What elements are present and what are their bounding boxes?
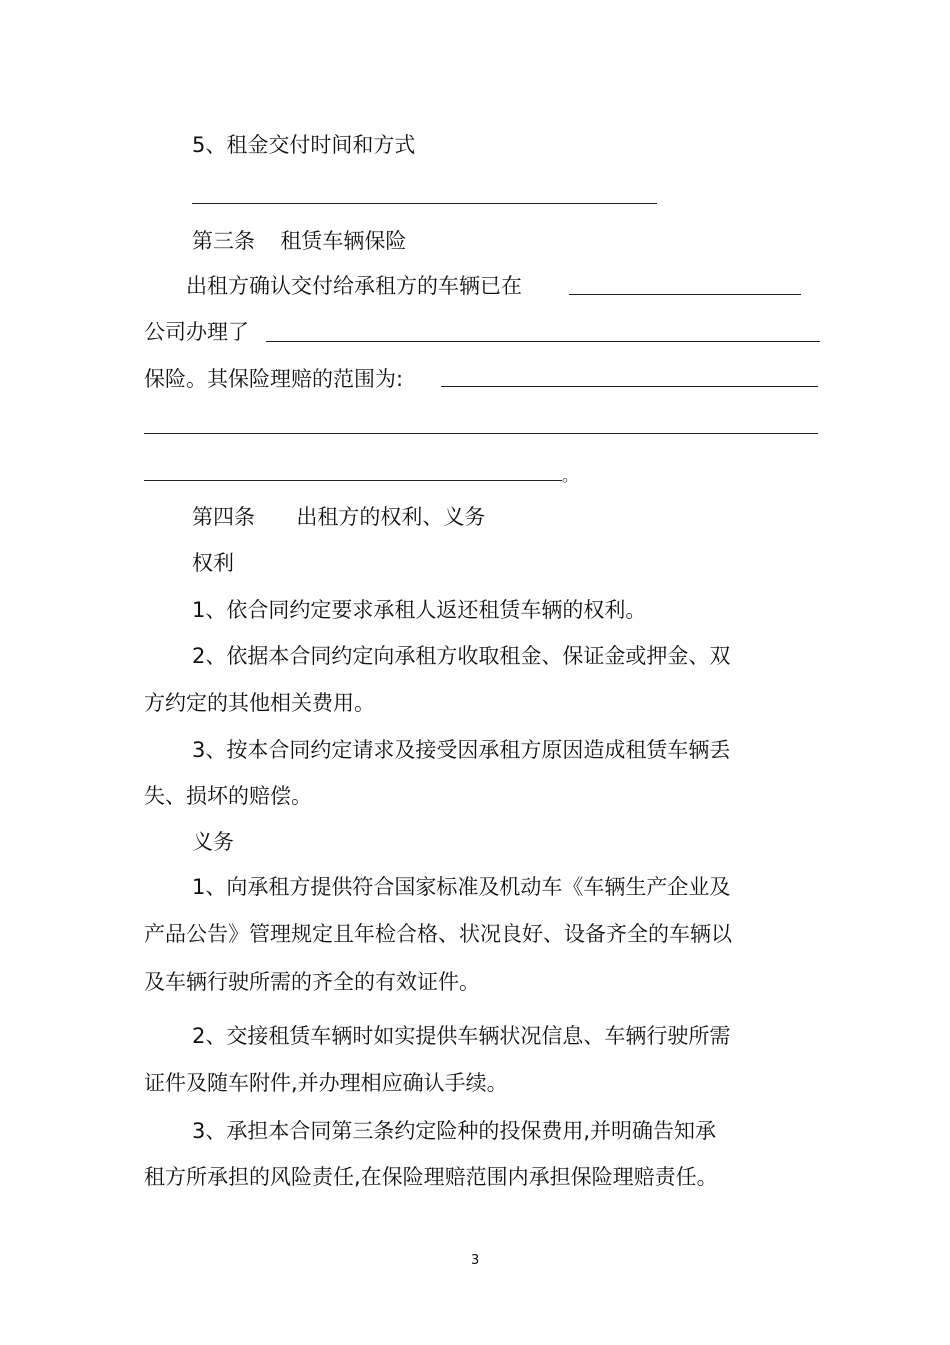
right-item-1-line-1: 1、依合同约定要求承租人返还租赁车辆的权利。 <box>192 598 647 622</box>
article-3-line-1: 出租方确认交付给承租方的车辆已在 <box>186 274 522 298</box>
duties-heading: 义务 <box>192 830 234 854</box>
blank-claim-scope-3 <box>144 480 562 481</box>
duty-item-1-line-1: 1、向承租方提供符合国家标准及机动车《车辆生产企业及 <box>192 875 731 899</box>
duty-item-2-line-1: 2、交接租赁车辆时如实提供车辆状况信息、车辆行驶所需 <box>192 1024 731 1048</box>
blank-insurer-company <box>569 294 801 295</box>
article-3-heading <box>192 227 406 255</box>
article-3-line-2: 公司办理了 <box>144 320 249 344</box>
article-4-heading <box>192 503 485 531</box>
article-3-end-mark: 。 <box>562 466 579 485</box>
right-item-3-line-1: 3、按本合同约定请求及接受因承租方原因造成租赁车辆丢 <box>192 738 731 762</box>
item-5-heading: 5、租金交付时间和方式 <box>192 133 416 157</box>
rights-heading: 权利 <box>192 551 234 575</box>
right-item-2-line-2: 方约定的其他相关费用。 <box>144 691 375 715</box>
article-3-line-3: 保险。其保险理赔的范围为: <box>144 367 404 391</box>
article-3-title: 租赁车辆保险 <box>280 229 407 253</box>
right-item-2-line-1: 2、依据本合同约定向承租方收取租金、保证金或押金、双 <box>192 644 731 668</box>
duty-item-2-line-2: 证件及随车附件,并办理相应确认手续。 <box>144 1071 508 1095</box>
blank-claim-scope-1 <box>441 386 818 387</box>
article-4-number: 第四条 <box>192 505 255 529</box>
duty-item-1-line-2: 产品公告》管理规定且年检合格、状况良好、设备齐全的车辆以 <box>144 922 732 946</box>
blank-line-rent-payment <box>192 203 657 204</box>
duty-item-3-line-2: 租方所承担的风险责任,在保险理赔范围内承担保险理赔责任。 <box>144 1165 718 1189</box>
duty-item-3-line-1: 3、承担本合同第三条约定险种的投保费用,并明确告知承 <box>192 1119 717 1143</box>
article-3-number: 第三条 <box>192 229 255 253</box>
article-4-title: 出租方的权利、义务 <box>296 505 486 529</box>
right-item-3-line-2: 失、损坏的赔偿。 <box>144 784 312 808</box>
blank-claim-scope-2 <box>144 433 818 434</box>
page-number: 3 <box>471 1253 480 1268</box>
blank-insurance-type <box>266 341 820 342</box>
duty-item-1-line-3: 及车辆行驶所需的齐全的有效证件。 <box>144 970 480 994</box>
